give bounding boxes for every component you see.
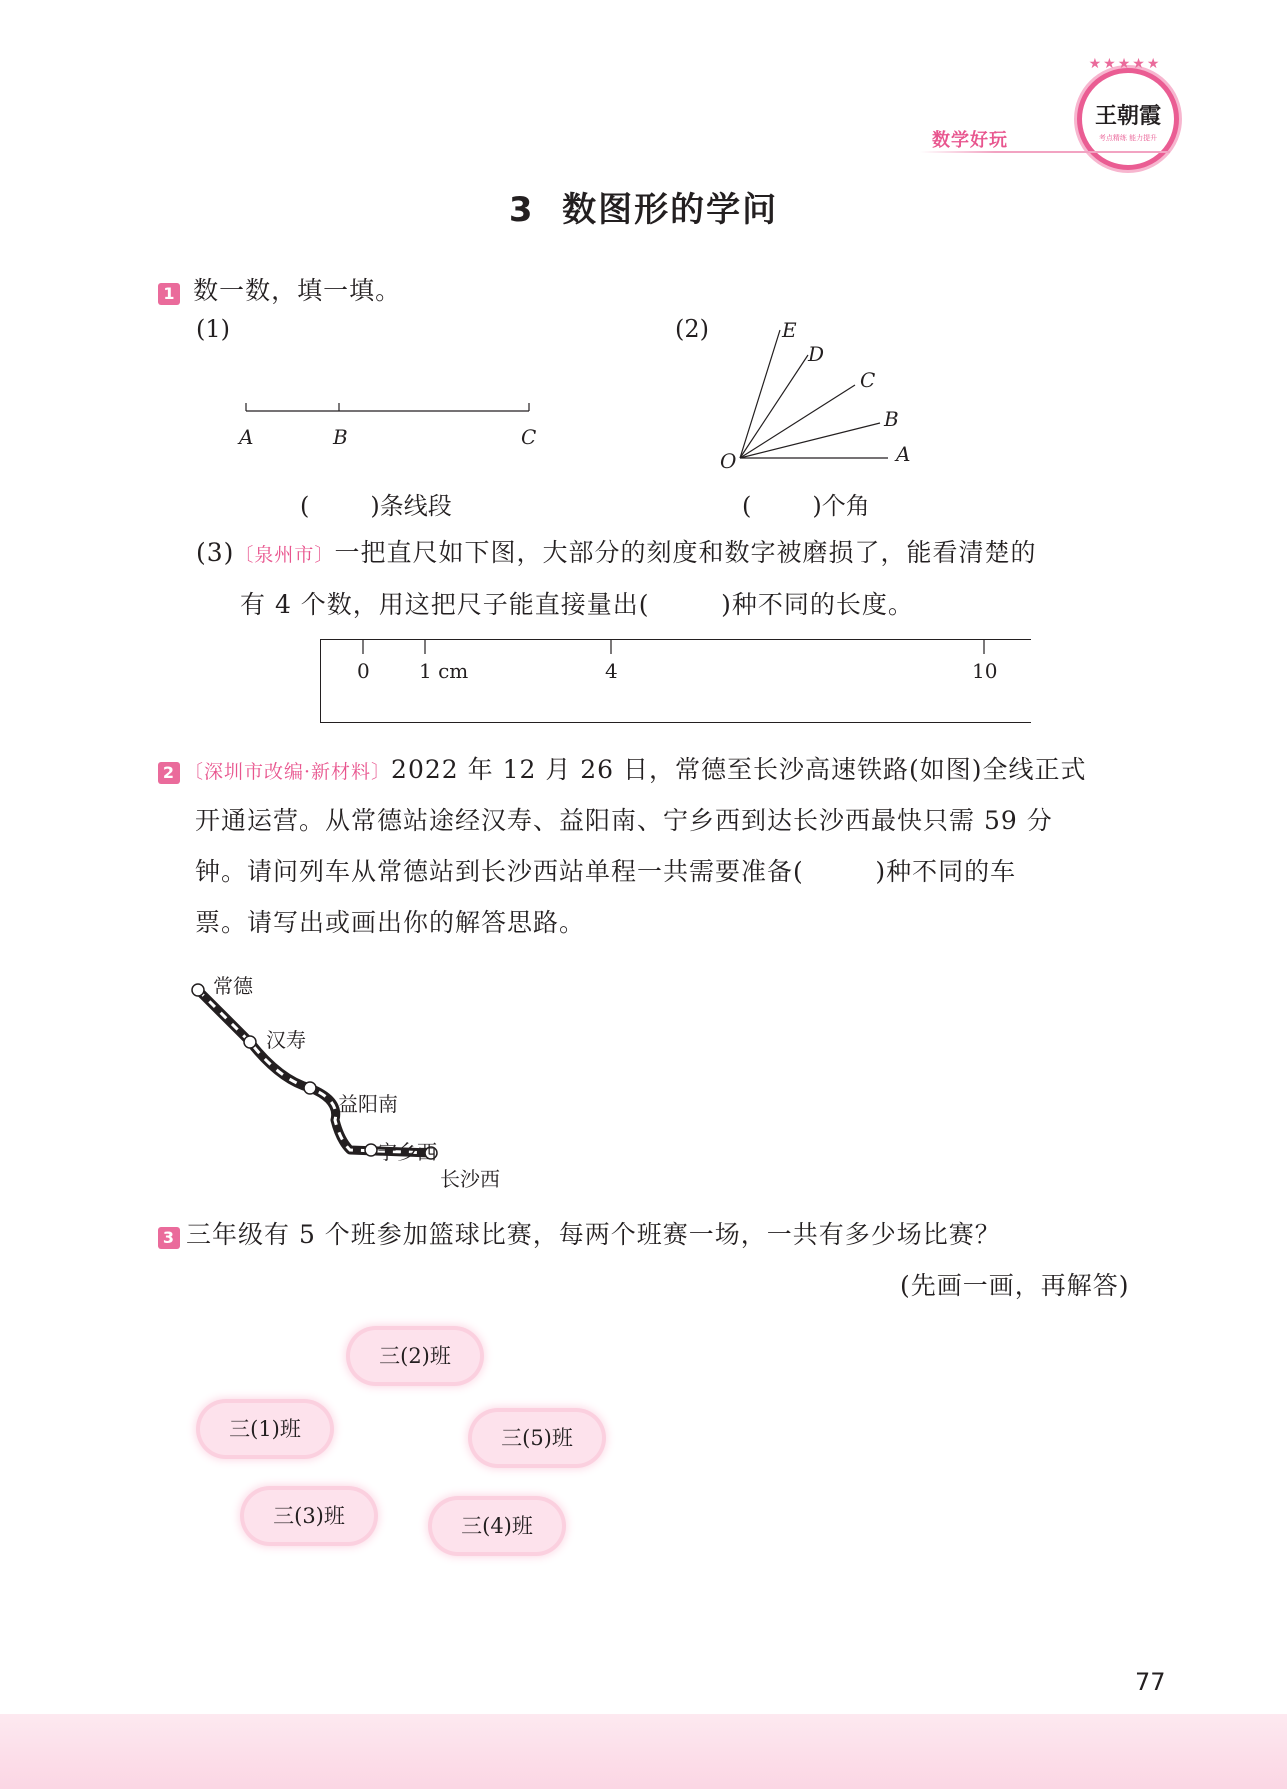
q1-p2-answer[interactable]: ( )个角 (742, 492, 870, 520)
railway-map (180, 970, 520, 1190)
logo-small-2: 能力提升 (1129, 134, 1158, 142)
page-number: 77 (1135, 1668, 1166, 1696)
point-label-a: A (239, 425, 254, 449)
ruler-ticks (320, 640, 1040, 660)
question-number: 3 (158, 1227, 180, 1249)
page-title: 3 数图形的学问 (508, 190, 779, 230)
station-hanshou: 汉寿 (266, 1028, 306, 1052)
ray-label-e: E (782, 318, 797, 342)
segment-figure (230, 395, 540, 455)
q1-p3-label: (3) (196, 538, 235, 567)
question-number: 2 (158, 762, 180, 784)
point-label-b: B (333, 425, 348, 449)
q1-p1-answer[interactable]: ( )条线段 (300, 492, 452, 520)
logo-stars: ★★★★★ (1088, 56, 1162, 72)
q3-hint: (先画一画，再解答) (900, 1271, 1130, 1300)
class-cloud-2: 三(2)班 (350, 1330, 480, 1382)
q2-line1-wrap (158, 745, 1087, 797)
q1-p1-label: (1) (196, 315, 230, 343)
q1-prompt: 数一数，填一填。 (193, 276, 402, 305)
header-rule (920, 151, 1170, 153)
q1-p3-source: 〔泉州市〕 (234, 544, 335, 566)
ray-label-c: C (860, 368, 876, 392)
class-cloud-4: 三(4)班 (432, 1500, 562, 1552)
point-label-c: C (521, 425, 537, 449)
q1-p3-line1: 一把直尺如下图，大部分的刻度和数字被磨损了，能看清楚的 (334, 538, 1037, 567)
q2-source: 〔深圳市改编·新材料〕 (184, 761, 392, 783)
angle-figure (730, 315, 910, 475)
logo-small-1: 考点精练 (1098, 134, 1127, 142)
ray-label-d: D (808, 342, 825, 366)
q1-p3-line2[interactable]: 有 4 个数，用这把尺子能直接量出( )种不同的长度。 (240, 590, 914, 619)
station-changshaxi: 长沙西 (440, 1167, 500, 1191)
q2-line4: 票。请写出或画出你的解答思路。 (195, 908, 586, 937)
question-number: 1 (158, 283, 180, 305)
station-changde: 常德 (213, 974, 253, 998)
bottom-band (0, 1714, 1287, 1789)
q1-p2-label: (2) (675, 315, 709, 343)
q3-line1-wrap (158, 1210, 1001, 1260)
vertex-label-o: O (720, 449, 737, 473)
ray-label-b: B (884, 407, 899, 431)
station-ningxiangxi: 宁乡西 (377, 1140, 437, 1164)
class-cloud-3: 三(3)班 (244, 1490, 374, 1542)
q3-line1: 三年级有 5 个班参加篮球比赛，每两个班赛一场，一共有多少场比赛？ (186, 1220, 1001, 1249)
ruler-mark-10: 10 (972, 659, 998, 683)
brand-logo (1077, 68, 1179, 170)
logo-text: 王朝霞 (1094, 103, 1161, 129)
series-tag: 数学好玩 (932, 130, 1008, 151)
q2-line1: 2022 年 12 月 26 日，常德至长沙高速铁路(如图)全线正式 (391, 755, 1087, 784)
ray-label-a: A (896, 442, 911, 466)
ruler-mark-0: 0 (357, 659, 370, 683)
class-cloud-1: 三(1)班 (200, 1403, 330, 1455)
ruler-mark-1cm: 1 cm (419, 659, 469, 683)
q1-p3-line1-wrap (196, 528, 1036, 580)
ruler-mark-4: 4 (605, 659, 618, 683)
station-yiyangnan: 益阳南 (338, 1092, 398, 1116)
q2-line3[interactable]: 钟。请问列车从常德站到长沙西站单程一共需要准备( )种不同的车 (195, 857, 1017, 886)
class-cloud-5: 三(5)班 (472, 1412, 602, 1464)
q2-line2: 开通运营。从常德站途经汉寿、益阳南、宁乡西到达长沙西最快只需 59 分 (195, 806, 1053, 835)
q1-header (158, 266, 401, 316)
